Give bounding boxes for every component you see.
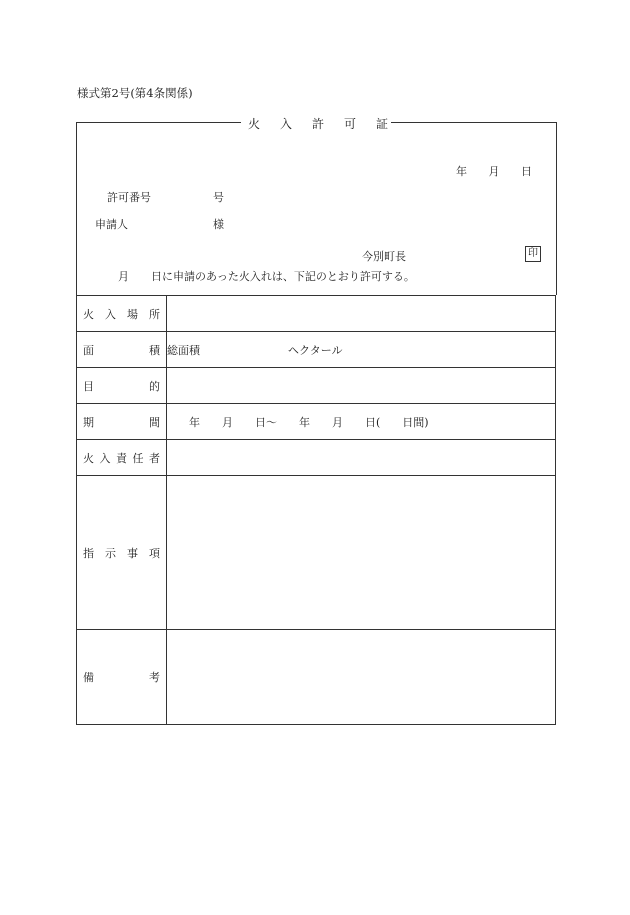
label-char: 目 — [83, 379, 94, 393]
label-char: 積 — [149, 343, 160, 357]
label-char: 火 — [83, 451, 94, 465]
table-row-remarks — [77, 630, 556, 725]
label-char: 面 — [83, 343, 94, 357]
label-char: 火 — [83, 307, 94, 321]
spaced-label — [77, 342, 166, 358]
label-char: 項 — [149, 546, 160, 560]
label-char: 任 — [132, 451, 144, 465]
row-value-location — [167, 296, 556, 332]
row-value-instructions — [167, 476, 556, 630]
table-row-purpose — [77, 368, 556, 404]
row-value-period: 年 月 日〜 年 月 日( 日間) — [167, 404, 556, 440]
label-char: 場 — [127, 307, 138, 321]
title-rule-right — [391, 122, 556, 123]
row-value-remarks — [167, 630, 556, 725]
row-label-instructions — [77, 476, 167, 630]
table-row-responsible — [77, 440, 556, 476]
label-char: 考 — [149, 671, 160, 684]
document-title: 火入許可証 — [248, 117, 409, 131]
spaced-label — [77, 669, 166, 685]
spaced-label — [77, 414, 166, 430]
row-value-area: 総面積 ヘクタール — [167, 332, 556, 368]
row-label-responsible — [77, 440, 167, 476]
spaced-label — [77, 450, 166, 466]
label-char: 示 — [105, 546, 116, 560]
label-char: 入 — [99, 451, 111, 465]
spaced-label — [77, 306, 166, 322]
row-label-purpose — [77, 368, 167, 404]
seal-mark: 印 — [525, 246, 541, 262]
table-row-area — [77, 332, 556, 368]
applicant-honorific: 様 — [213, 218, 224, 231]
issue-date: 年 月 日 — [456, 165, 532, 178]
row-label-remarks — [77, 630, 167, 725]
row-label-location — [77, 296, 167, 332]
label-char: 者 — [149, 451, 160, 465]
row-label-area — [77, 332, 167, 368]
spaced-label — [77, 378, 166, 394]
form-number: 様式第2号(第4条関係) — [77, 86, 193, 100]
applicant-label: 申請人 — [95, 218, 128, 231]
table-row-location — [77, 296, 556, 332]
title-rule-left — [76, 122, 241, 123]
permit-statement: 月 日に申請のあった火入れは、下記のとおり許可する。 — [118, 270, 415, 283]
label-char: 備 — [83, 671, 94, 684]
label-char: 間 — [149, 415, 160, 429]
permit-number-suffix: 号 — [213, 191, 224, 204]
label-char: 所 — [149, 307, 160, 321]
row-value-responsible — [167, 440, 556, 476]
table-row-period — [77, 404, 556, 440]
label-char: 的 — [149, 379, 160, 393]
spaced-label — [77, 545, 166, 561]
label-char: 指 — [83, 546, 94, 560]
permit-details-table — [76, 295, 556, 725]
label-char: 責 — [116, 451, 127, 465]
label-char: 期 — [83, 415, 94, 429]
row-value-purpose — [167, 368, 556, 404]
label-char: 入 — [105, 307, 116, 321]
permit-number-label: 許可番号 — [107, 191, 151, 204]
row-label-period — [77, 404, 167, 440]
label-char: 事 — [127, 546, 138, 560]
issuer-name: 今別町長 — [362, 250, 406, 263]
table-row-instructions — [77, 476, 556, 630]
